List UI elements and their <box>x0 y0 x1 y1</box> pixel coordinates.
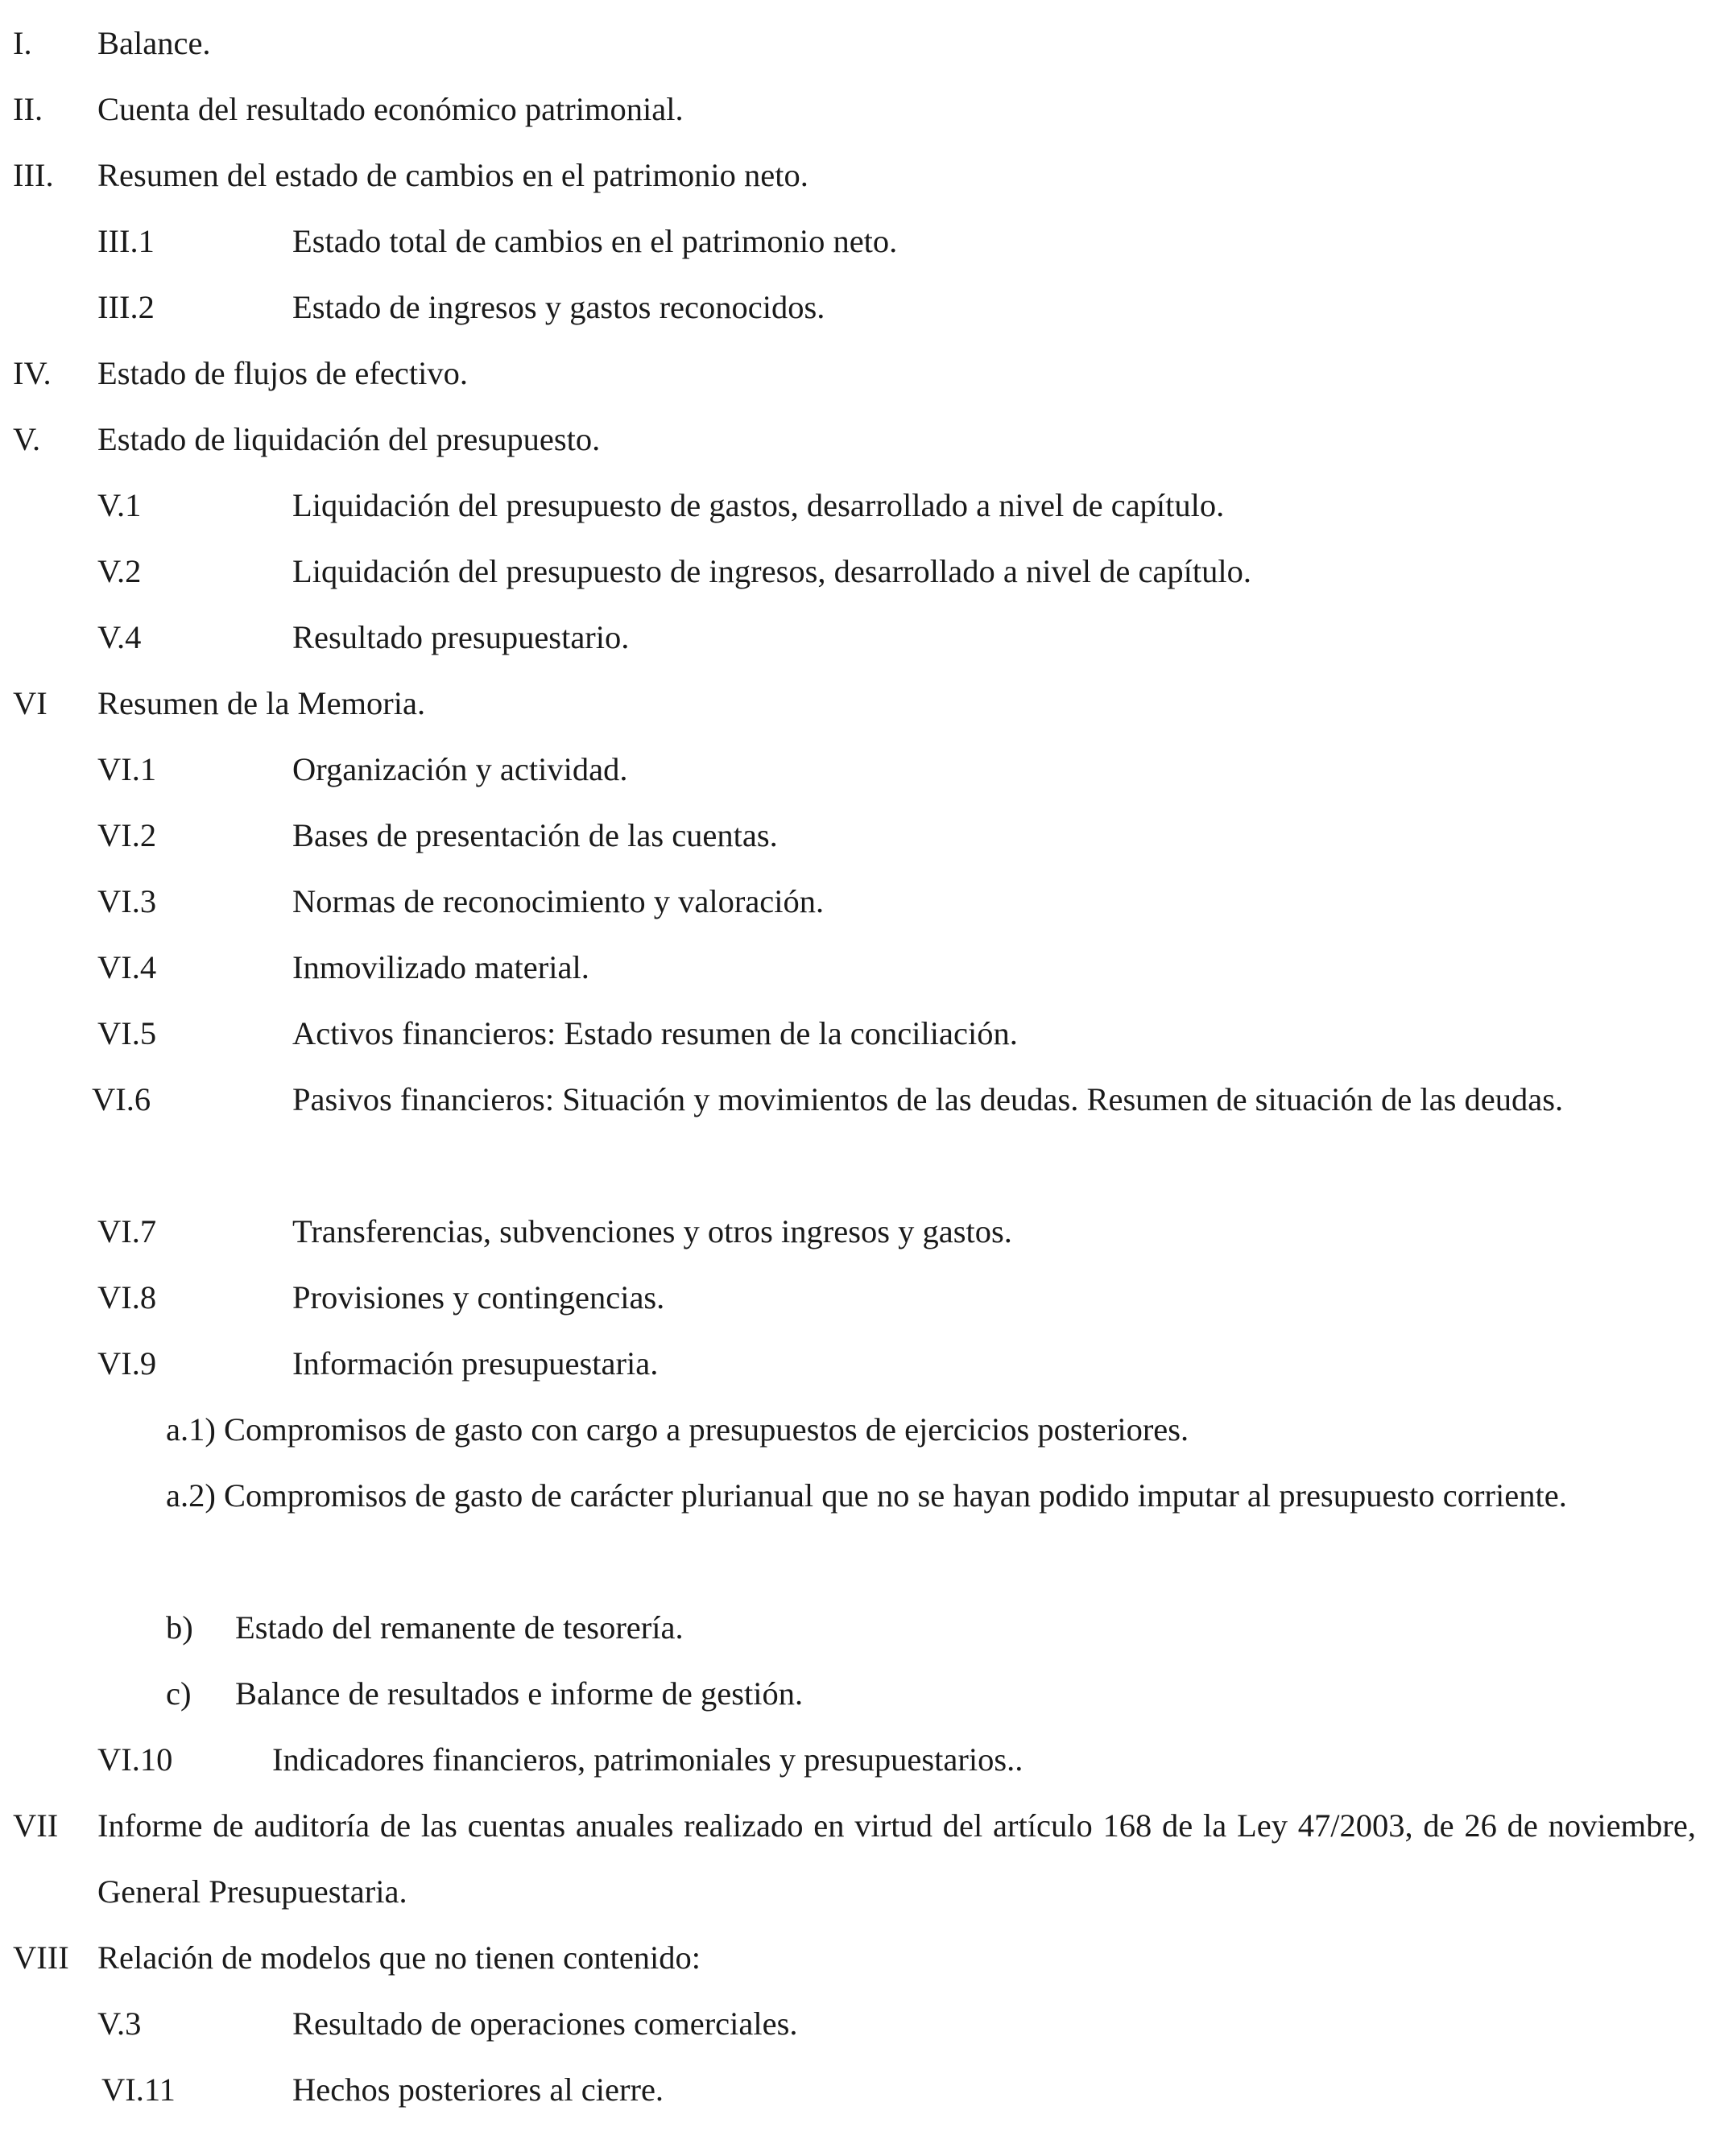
item-number: II. <box>13 91 43 127</box>
item-number: V.3 <box>97 2005 142 2042</box>
item-text: Balance. <box>97 25 211 61</box>
item-text: Liquidación del presupuesto de gastos, desarrollado a nivel de capítulo. <box>292 487 1225 523</box>
item-number: VI.3 <box>97 883 157 919</box>
item-text: Estado de ingresos y gastos reconocidos. <box>292 289 825 325</box>
item-number: VI.1 <box>97 751 157 787</box>
item-text: Estado del remanente de tesorería. <box>235 1609 684 1646</box>
item-text: Pasivos financieros: Situación y movimientos de las deudas. Resumen de situación de las deudas. <box>292 1081 1564 1117</box>
item-number: I. <box>13 25 32 61</box>
item-text: Resumen de la Memoria. <box>97 685 426 721</box>
item-number: b) <box>166 1609 193 1646</box>
item-text: Resultado de operaciones comerciales. <box>292 2005 798 2042</box>
item-text: Liquidación del presupuesto de ingresos, desarrollado a nivel de capítulo. <box>292 553 1252 589</box>
item-text: Indicadores financieros, patrimoniales y presupuestarios.. <box>272 1741 1023 1778</box>
item-number: VI <box>13 685 48 721</box>
item-number: VI.10 <box>97 1741 173 1778</box>
item-text: Estado de flujos de efectivo. <box>97 355 468 391</box>
item-number: VI.11 <box>101 2071 176 2108</box>
item-number: III.1 <box>97 223 155 259</box>
item-number: V.2 <box>97 553 142 589</box>
item-text: Activos financieros: Estado resumen de la conciliación. <box>292 1015 1018 1051</box>
item-text: Hechos posteriores al cierre. <box>292 2071 664 2108</box>
item-text: Inmovilizado material. <box>292 949 589 985</box>
item-number: III. <box>13 157 54 193</box>
item-text: Relación de modelos que no tienen contenido: <box>97 1939 701 1976</box>
item-number: VI.8 <box>97 1279 157 1315</box>
item-number: III.2 <box>97 289 155 325</box>
item-text: Balance de resultados e informe de gestión. <box>235 1675 804 1712</box>
item-number: VIII <box>13 1939 69 1976</box>
item-number: VII <box>13 1807 59 1844</box>
item-text: Provisiones y contingencias. <box>292 1279 665 1315</box>
item-text: a.1) Compromisos de gasto con cargo a presupuestos de ejercicios posteriores. <box>166 1411 1189 1448</box>
item-number: V.1 <box>97 487 142 523</box>
item-text: Bases de presentación de las cuentas. <box>292 817 778 853</box>
item-number: VI.6 <box>92 1081 151 1117</box>
item-number: VI.5 <box>97 1015 157 1051</box>
item-number: VI.7 <box>97 1213 157 1249</box>
item-number: VI.9 <box>97 1345 157 1382</box>
item-number: IV. <box>13 355 52 391</box>
item-text: a.2) Compromisos de gasto de carácter plurianual que no se hayan podido imputar al presupuesto corriente. <box>166 1477 1567 1514</box>
item-number: V. <box>13 421 41 457</box>
item-text: Resultado presupuestario. <box>292 619 630 655</box>
item-text: Información presupuestaria. <box>292 1345 659 1382</box>
item-text: Organización y actividad. <box>292 751 628 787</box>
item-text: Estado de liquidación del presupuesto. <box>97 421 601 457</box>
item-text: Informe de auditoría de las cuentas anuales realizado en virtud del artículo 168 de la Ley 47/2003, de 26 de noviembre, General Presupuestaria. <box>97 1807 1696 1910</box>
item-text: Resumen del estado de cambios en el patrimonio neto. <box>97 157 808 193</box>
item-number: VI.4 <box>97 949 157 985</box>
item-text: Cuenta del resultado económico patrimonial. <box>97 91 684 127</box>
item-text: Estado total de cambios en el patrimonio neto. <box>292 223 898 259</box>
item-number: VI.2 <box>97 817 157 853</box>
item-number: V.4 <box>97 619 142 655</box>
item-text: Transferencias, subvenciones y otros ingresos y gastos. <box>292 1213 1012 1249</box>
item-text: Normas de reconocimiento y valoración. <box>292 883 825 919</box>
item-number: c) <box>166 1675 192 1712</box>
